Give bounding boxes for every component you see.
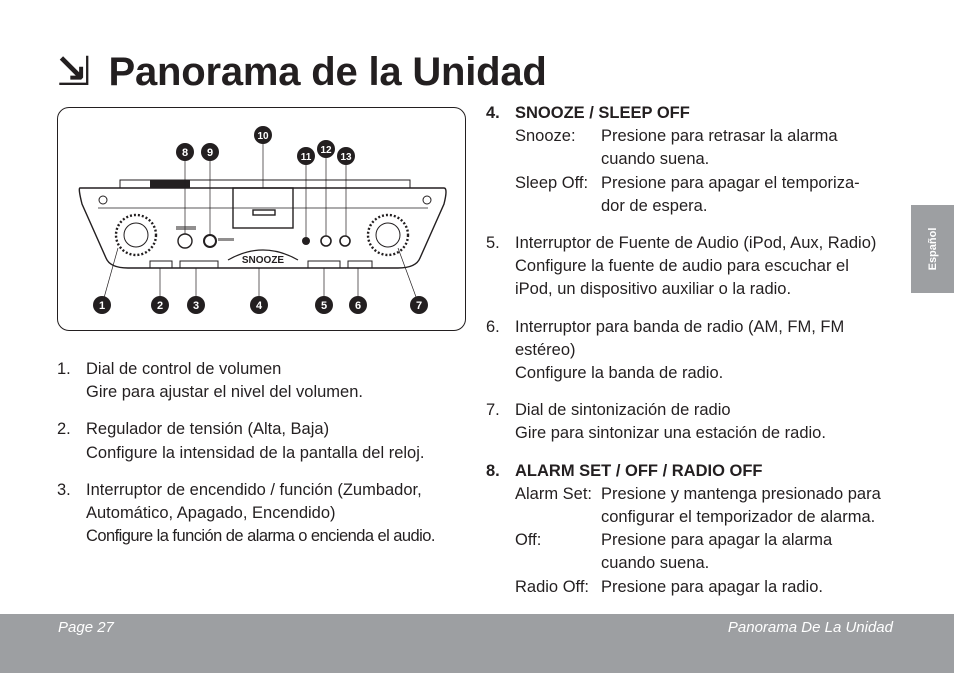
sleep-button [204, 235, 216, 247]
list-item-7: 7. Dial de sintonización de radio Gire para sintonizar una estación de radio. [486, 399, 906, 445]
right-column [486, 102, 906, 599]
list-item-1: 1. Dial de control de volumen Gire para ajustar el nivel del volumen. [57, 358, 477, 404]
item-6-title: Interruptor para banda de radio (AM, FM, FM [515, 317, 845, 336]
unit-diagram-svg [58, 108, 466, 331]
item-5-title: Interruptor de Fuente de Audio (iPod, Aux, Radio) [515, 234, 877, 253]
item-8-row-alarm-set: Alarm Set: Presione y mantenga presionado para configurar el temporizador de alarma. [515, 484, 881, 527]
unit-diagram [57, 107, 466, 331]
alarm-button [178, 234, 192, 248]
item-7-title: Dial de sintonización de radio [515, 401, 731, 420]
callout-13-label: 13 [340, 152, 352, 163]
page-number: Page 27 [58, 619, 114, 636]
unit-top-slot [150, 180, 190, 188]
item-3-title-cont: Automático, Apagado, Encendido) [86, 504, 336, 523]
callout-6-label: 6 [354, 300, 362, 312]
language-tab-label: Español [926, 227, 939, 271]
volume-dial-inner [124, 223, 148, 247]
callout-2-label: 2 [156, 300, 164, 312]
left-column [57, 358, 477, 548]
item-3-desc: Configure la función de alarma o encienda el audio. [86, 527, 435, 546]
function-switch [180, 261, 218, 268]
page-footer [0, 614, 954, 673]
callout-4-label: 4 [255, 300, 263, 312]
screw-right [423, 196, 431, 204]
item-4-row-snooze: Snooze: Presione para retrasar la alarma cuando suena. [515, 127, 838, 169]
language-tab [911, 205, 954, 293]
callout-7-label: 7 [415, 300, 423, 312]
item-2-desc: Configure la intensidad de la pantalla del reloj. [86, 443, 425, 462]
sleep-label-mark [218, 238, 234, 241]
item-4-row-sleep: Sleep Off: Presione para apagar el temporiza- dor de espera. [515, 173, 860, 215]
page-header [57, 49, 547, 95]
item-1-title: Dial de control de volumen [86, 360, 282, 378]
item-8-title: ALARM SET / OFF / RADIO OFF [515, 461, 763, 480]
tuning-dial [368, 215, 408, 255]
dimmer-switch [150, 261, 172, 268]
callout-5-label: 5 [320, 300, 328, 312]
callout-3-label: 3 [192, 300, 200, 312]
snooze-label: SNOOZE [241, 255, 285, 266]
button-12 [321, 236, 331, 246]
item-8-row-radio-off: Radio Off: Presione para apagar la radio. [515, 577, 823, 596]
callout-1-label: 1 [98, 300, 106, 312]
callout-12-label: 12 [320, 145, 332, 156]
footer-section-title: Panorama De La Unidad [727, 619, 893, 636]
item-8-row-off: Off: Presione para apagar la alarma cuando suena. [515, 531, 833, 573]
callout-10-label: 10 [257, 131, 269, 142]
list-item-5: 5. Interruptor de Fuente de Audio (iPod, Aux, Radio) Configure la fuente de audio para escuchar el iPod, un dispositivo auxiliar o la radio. [486, 232, 906, 302]
screw-left [99, 196, 107, 204]
callout-8-label: 8 [181, 147, 189, 159]
list-item-8: 8. ALARM SET / OFF / RADIO OFF Alarm Set: Presione y mantenga presionado para configurar el temporizador de alarma. Off: Presione para apagar la alarma cuando suena. Radio Off: Presione para apagar la radio. [486, 460, 906, 599]
button-13 [340, 236, 350, 246]
list-item-3: 3. Interruptor de encendido / función (Zumbador, Automático, Apagado, Encendido) Configure la función de alarma o encienda el audio. [57, 479, 477, 549]
callout-11-label: 11 [300, 152, 312, 163]
alarm-label-mark [176, 226, 196, 230]
callout-9-label: 9 [206, 147, 214, 159]
source-switch [308, 261, 340, 268]
tuning-dial-inner [376, 223, 400, 247]
band-switch [348, 261, 372, 268]
list-item-6: 6. Interruptor para banda de radio (AM, FM, FM estéreo) Configure la banda de radio. [486, 316, 906, 386]
item-3-title: Interruptor de encendido / función (Zumbador, [86, 480, 422, 499]
item-2-title: Regulador de tensión (Alta, Baja) [86, 420, 330, 439]
callout-line-7 [398, 248, 419, 305]
arrow-down-right-icon: ⇲ [57, 49, 91, 95]
item-1-desc: Gire para ajustar el nivel del volumen. [86, 383, 363, 402]
volume-dial [116, 215, 156, 255]
item-4-title: SNOOZE / SLEEP OFF [515, 104, 690, 122]
list-item-2: 2. Regulador de tensión (Alta, Baja) Configure la intensidad de la pantalla del reloj. [57, 418, 477, 464]
tip-jack [302, 237, 310, 245]
dock-connector [253, 210, 275, 215]
page-title: Panorama de la Unidad [108, 50, 547, 94]
list-item-4: 4. SNOOZE / SLEEP OFF Snooze: Presione para retrasar la alarma cuando suena. Sleep Off: Presione para apagar el temporiza- dor de espera. [486, 102, 906, 218]
